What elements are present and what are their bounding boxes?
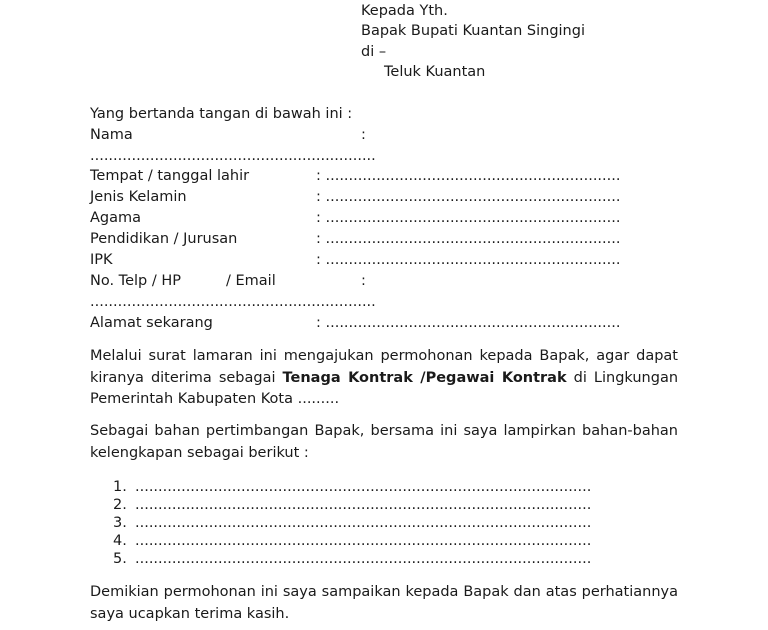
- field-label-telp: No. Telp / HP: [90, 273, 181, 289]
- field-dots-nama: ..............................................................: [90, 148, 376, 164]
- paragraph-closing: Demikian permohonan ini saya sampaikan kepada Bapak dan atas perhatiannya saya ucapkan terima kasih.: [90, 584, 678, 622]
- field-label-agama: Agama: [90, 210, 142, 226]
- field-dots-agama: : ................................................................: [316, 210, 621, 226]
- field-label-ipk: IPK: [90, 252, 113, 268]
- field-label-pendidikan: Pendidikan / Jurusan: [90, 231, 238, 247]
- addressee-line2: Bapak Bupati Kuantan Singingi: [361, 23, 585, 39]
- list-item-dots: ...................................................................................................: [135, 479, 592, 495]
- paragraph-attachments: Sebagai bahan pertimbangan Bapak, bersama ini saya lampirkan bahan-bahan kelengkapan sebagai berikut :: [90, 423, 678, 461]
- list-item-number: 2.: [113, 497, 127, 513]
- list-item-dots: ...................................................................................................: [135, 497, 592, 513]
- field-colon-nama: :: [361, 127, 366, 143]
- field-dots-pendidikan: : ................................................................: [316, 231, 621, 247]
- list-item-dots: ...................................................................................................: [135, 515, 592, 531]
- list-item-number: 3.: [113, 515, 127, 531]
- field-dots-alamat: : ................................................................: [316, 315, 621, 331]
- para1-bold: Tenaga Kontrak /Pegawai Kontrak: [282, 369, 567, 386]
- para1-pre: Melalui surat lamaran ini mengajukan permohonan kepada Bapak, agar dapat kiranya diterima sebagai: [90, 348, 678, 386]
- list-item-number: 5.: [113, 551, 127, 567]
- field-colon-telp: :: [361, 273, 366, 289]
- field-dots-ipk: : ................................................................: [316, 252, 621, 268]
- list-item-number: 1.: [113, 479, 127, 495]
- field-label-ttl: Tempat / tanggal lahir: [90, 168, 250, 184]
- field-label-nama: Nama: [90, 127, 133, 143]
- list-item-number: 4.: [113, 533, 127, 549]
- field-dots-telp: ..............................................................: [90, 294, 376, 310]
- para1-post: di Lingkungan Pemerintah Kabupaten Kota .........: [90, 369, 679, 407]
- field-label-alamat: Alamat sekarang: [90, 315, 213, 331]
- field-label-email: / Email: [226, 273, 276, 289]
- addressee-line3: di –: [361, 44, 387, 60]
- intro-text: Yang bertanda tangan di bawah ini :: [90, 106, 353, 122]
- field-dots-ttl: : ................................................................: [316, 168, 621, 184]
- field-dots-jk: : ................................................................: [316, 189, 621, 205]
- paragraph-application: [90, 346, 678, 411]
- list-item-dots: ...................................................................................................: [135, 551, 592, 567]
- addressee-line1: Kepada Yth.: [361, 3, 448, 19]
- field-label-jk: Jenis Kelamin: [90, 189, 187, 205]
- addressee-line4: Teluk Kuantan: [384, 64, 486, 80]
- list-item-dots: ...................................................................................................: [135, 533, 592, 549]
